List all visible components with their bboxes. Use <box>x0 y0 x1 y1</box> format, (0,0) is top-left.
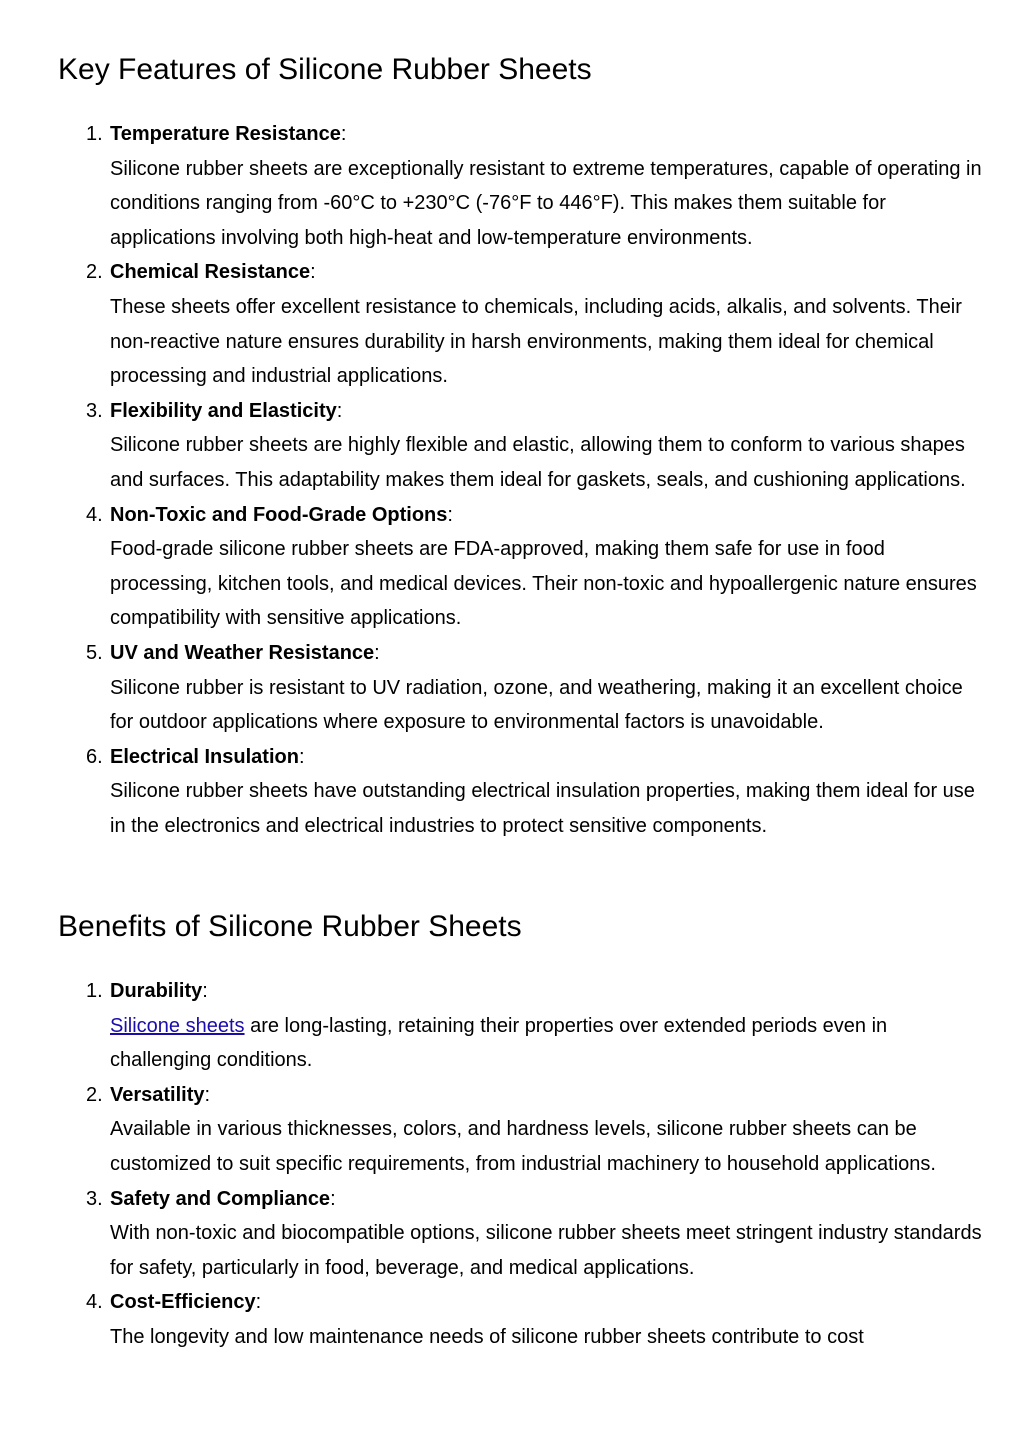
list-item-body: With non-toxic and biocompatible options, silicone rubber sheets meet stringent industry standards for safety, particularly in food, beverage, and medical applications. <box>110 1222 982 1279</box>
list-item-body: Silicone rubber sheets have outstanding electrical insulation properties, making them ideal for use in the electronics and electrical industries to protect sensitive components. <box>110 780 975 837</box>
list-number: 1. <box>86 123 103 145</box>
list-item-title: Versatility <box>110 1083 205 1106</box>
list-item-body: The longevity and low maintenance needs of silicone rubber sheets contribute to cost <box>110 1325 864 1348</box>
list-item-title: Electrical Insulation <box>110 745 299 768</box>
list-item-body: Food-grade silicone rubber sheets are FDA-approved, making them safe for use in food processing, kitchen tools, and medical devices. Their non-toxic and hypoallergenic nature ensures compatibility with sensitive applications. <box>110 538 977 630</box>
list-item: 6. Electrical Insulation: Silicone rubber sheets have outstanding electrical insulation properties, making them ideal for use in the electronics and electrical industries to protect sensitive components. <box>0 740 1024 844</box>
list-item-title: Flexibility and Elasticity <box>110 399 337 422</box>
list-number: 4. <box>86 503 103 526</box>
benefits-list <box>0 974 1024 1355</box>
list-item-body-text: are long-lasting, retaining their properties over extended periods even in challenging conditions. <box>110 1014 888 1072</box>
list-item-title: Safety and Compliance <box>110 1187 331 1210</box>
list-item: 4. Cost-Efficiency: The longevity and low maintenance needs of silicone rubber sheets contribute to cost <box>0 1285 1024 1354</box>
list-item: 1. Temperature Resistance: Silicone rubber sheets are exceptionally resistant to extreme temperatures, capable of operating in conditions ranging from -60°C to +230°C (-76°F to 446°F). This makes them suitable for applications involving both high-heat and low-temperature environments. <box>0 117 1024 255</box>
silicone-sheets-link[interactable]: Silicone sheets <box>110 1014 245 1037</box>
list-item: 2. Versatility: Available in various thicknesses, colors, and hardness levels, silicone rubber sheets can be customized to suit specific requirements, from industrial machinery to household applications. <box>0 1078 1024 1182</box>
list-item-body <box>110 1009 984 1078</box>
list-number: 1. <box>86 980 103 1002</box>
list-item-title: Chemical Resistance <box>110 261 311 284</box>
list-number: 3. <box>86 399 103 422</box>
list-item-body: Silicone rubber is resistant to UV radiation, ozone, and weathering, making it an excellent choice for outdoor applications where exposure to environmental factors is unavoidable. <box>110 676 963 734</box>
list-item: 1. Durability: Silicone sheets are long-lasting, retaining their properties over extended periods even in challenging conditions. <box>0 974 1024 1078</box>
list-item-body: Silicone rubber sheets are highly flexible and elastic, allowing them to conform to various shapes and surfaces. This adaptability makes them ideal for gaskets, seals, and cushioning applications. <box>110 434 966 491</box>
list-number: 3. <box>86 1187 103 1210</box>
list-item-body: Available in various thicknesses, colors, and hardness levels, silicone rubber sheets can be customized to suit specific requirements, from industrial machinery to household applications. <box>110 1118 936 1175</box>
list-number: 2. <box>86 261 103 284</box>
list-item: 4. Non-Toxic and Food-Grade Options: Food-grade silicone rubber sheets are FDA-approved, making them safe for use in food processing, kitchen tools, and medical devices. Their non-toxic and hypoallergenic nature ensures compatibility with sensitive applications. <box>0 498 1024 636</box>
list-item-title: UV and Weather Resistance <box>110 641 375 664</box>
features-list <box>0 117 1024 843</box>
list-item-title: Non-Toxic and Food-Grade Options <box>110 503 448 526</box>
list-number: 5. <box>86 641 103 664</box>
list-item: 3. Safety and Compliance: With non-toxic and biocompatible options, silicone rubber sheets meet stringent industry standards for safety, particularly in food, beverage, and medical applications. <box>0 1182 1024 1286</box>
list-item: 5. UV and Weather Resistance: Silicone rubber is resistant to UV radiation, ozone, and weathering, making it an excellent choice for outdoor applications where exposure to environmental factors is unavoidable. <box>0 636 1024 740</box>
list-number: 6. <box>86 745 103 768</box>
list-item-body: These sheets offer excellent resistance to chemicals, including acids, alkalis, and solvents. Their non-reactive nature ensures durability in harsh environments, making them ideal for chemical processing and industrial applications. <box>110 295 962 388</box>
list-item-body: Silicone rubber sheets are exceptionally resistant to extreme temperatures, capable of operating in conditions ranging from -60°C to +230°C (-76°F to 446°F). This makes them suitable for applications involving both high-heat and low-temperature environments. <box>110 157 982 249</box>
list-item-title: Durability <box>110 980 203 1002</box>
list-item: 2. Chemical Resistance: These sheets offer excellent resistance to chemicals, including acids, alkalis, and solvents. Their non-reactive nature ensures durability in harsh environments, making them ideal for chemical processing and industrial applications. <box>0 255 1024 393</box>
list-item: 3. Flexibility and Elasticity: Silicone rubber sheets are highly flexible and elastic, allowing them to conform to various shapes and surfaces. This adaptability makes them ideal for gaskets, seals, and cushioning applications. <box>0 394 1024 498</box>
features-heading: Key Features of Silicone Rubber Sheets <box>58 53 592 86</box>
list-number: 2. <box>86 1083 103 1106</box>
list-item-title: Temperature Resistance <box>110 123 341 145</box>
list-number: 4. <box>86 1291 103 1314</box>
list-item-title: Cost-Efficiency <box>110 1291 256 1314</box>
benefits-heading: Benefits of Silicone Rubber Sheets <box>58 910 522 943</box>
